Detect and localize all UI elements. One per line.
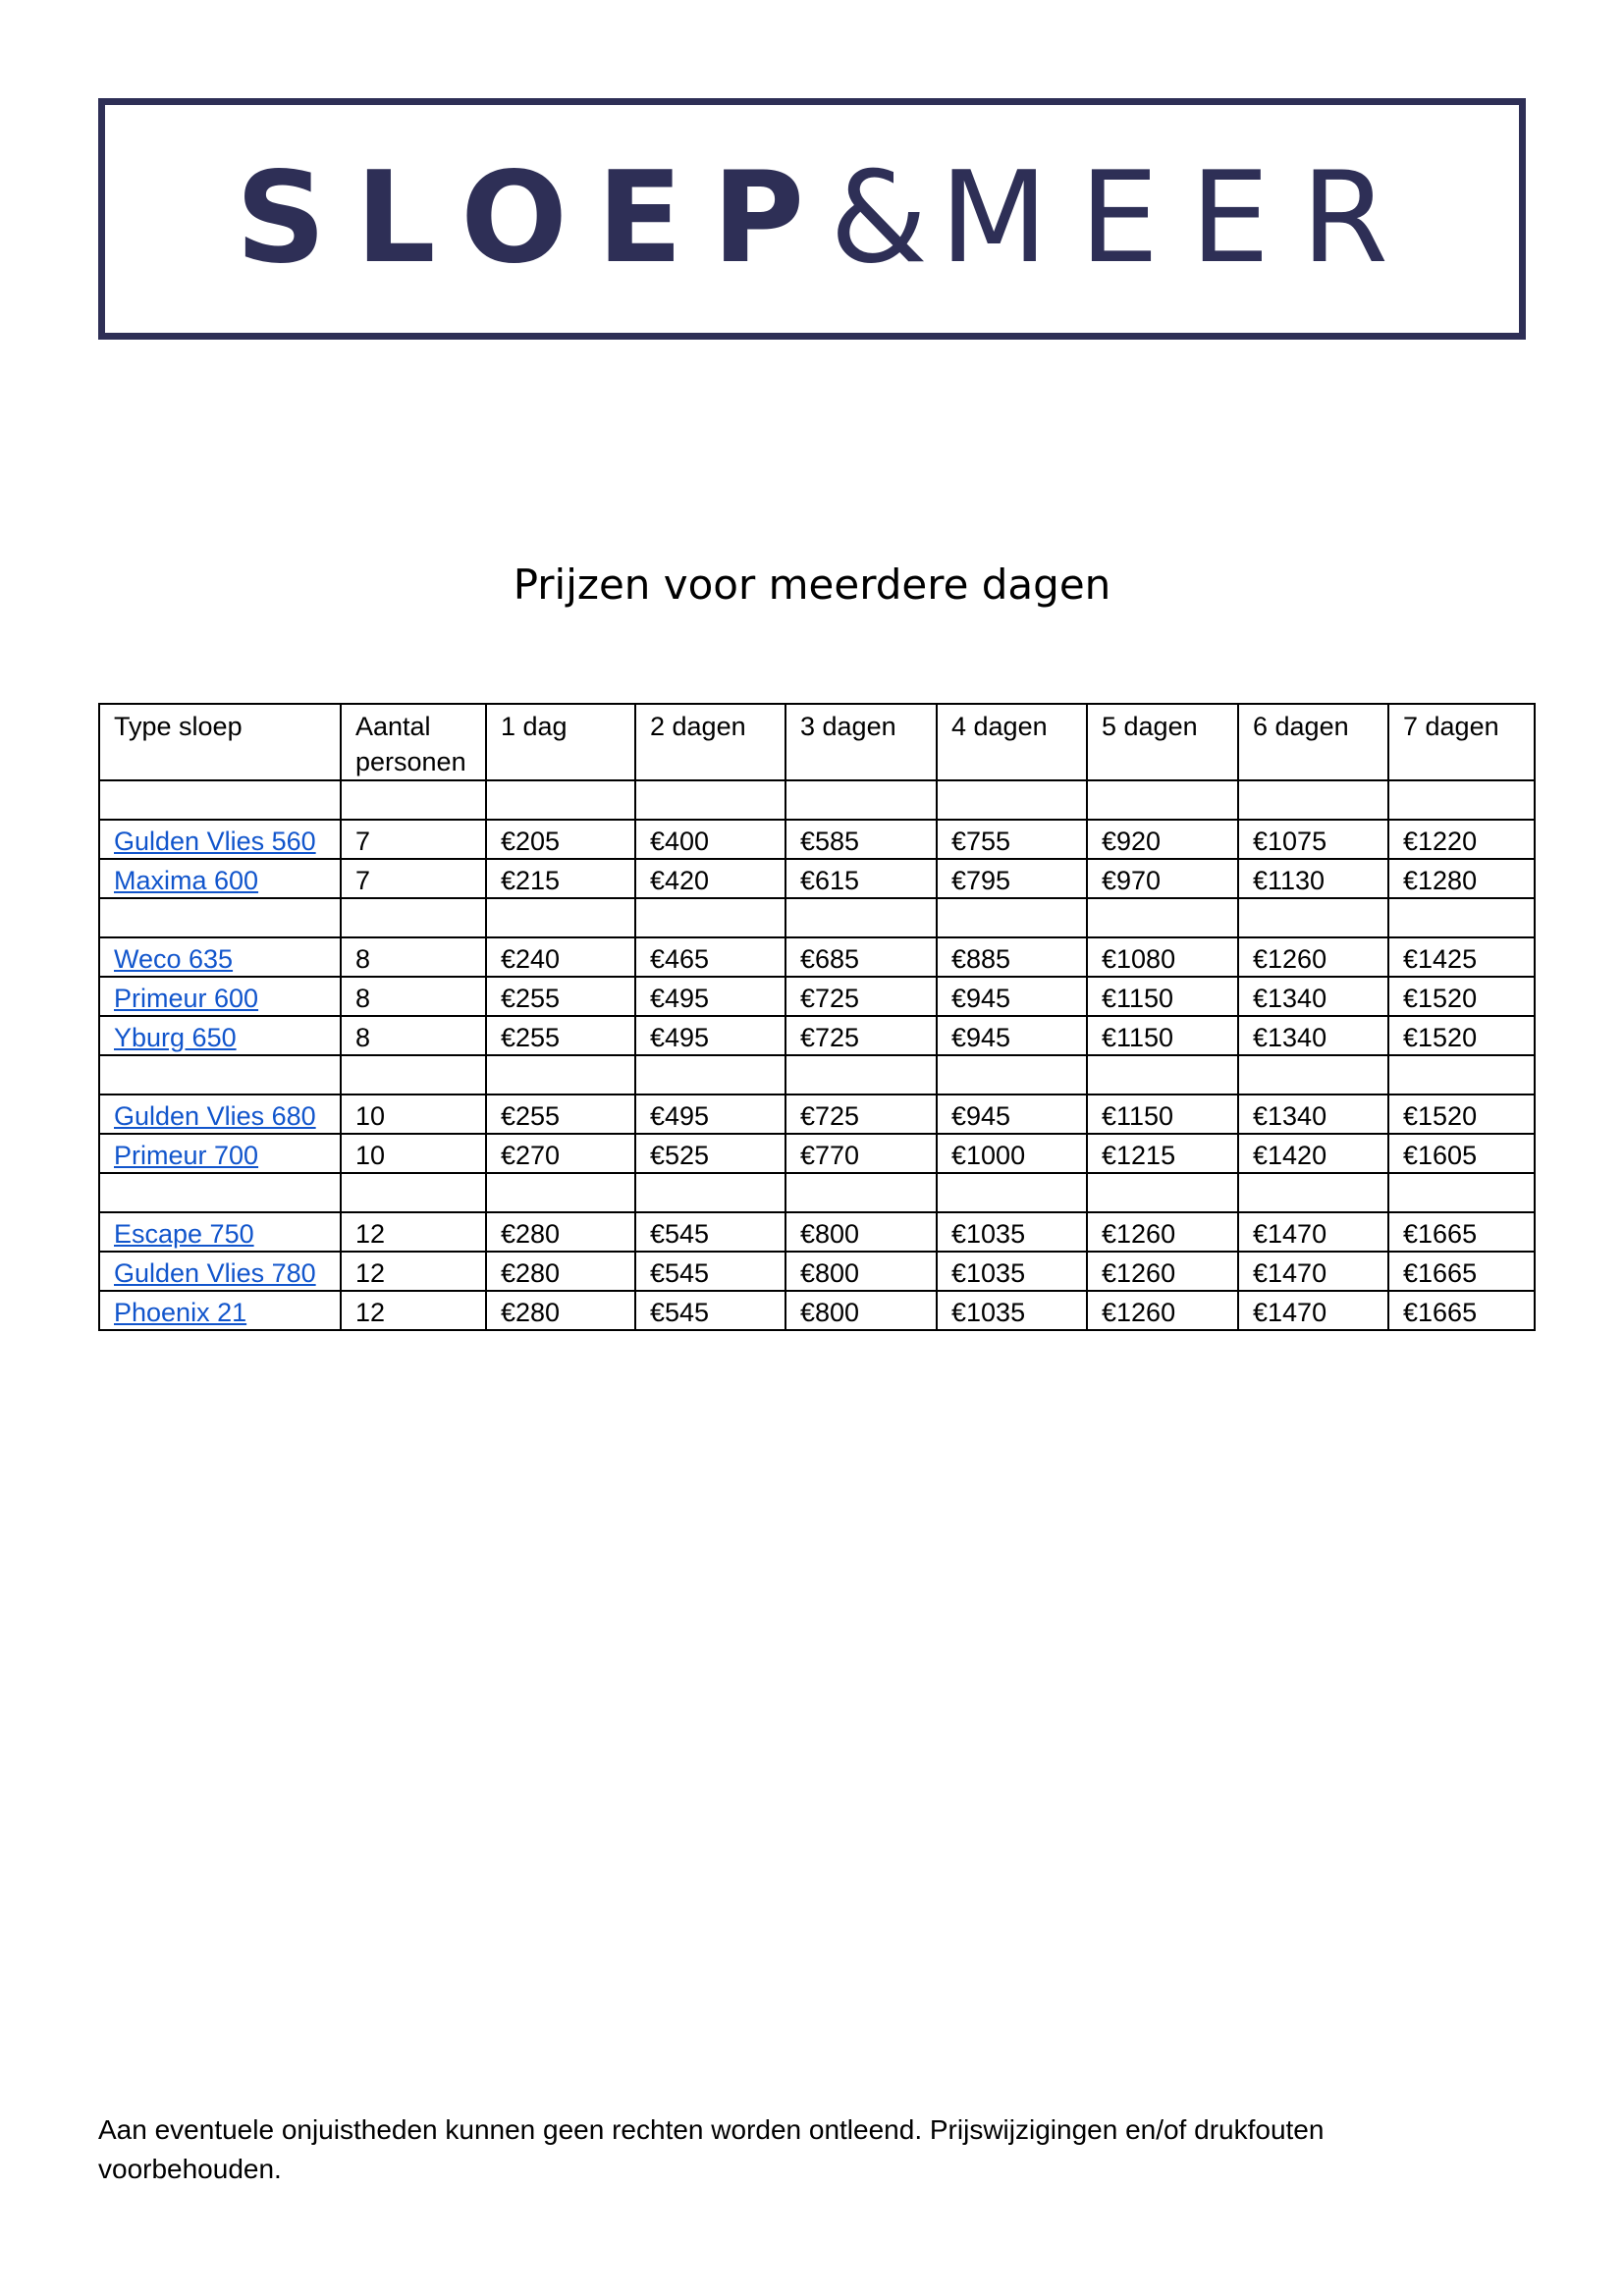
price-cell-1-day: €255 <box>486 1095 635 1134</box>
price-cell-1-day: €280 <box>486 1212 635 1252</box>
price-table <box>98 703 1536 1331</box>
empty-cell <box>635 1173 785 1212</box>
empty-cell <box>99 1055 341 1095</box>
boat-type-link[interactable]: Primeur 600 <box>114 984 259 1013</box>
empty-cell <box>785 898 937 937</box>
price-cell-3-day: €770 <box>785 1134 937 1173</box>
empty-cell <box>341 1173 486 1212</box>
empty-cell <box>937 898 1087 937</box>
persons-cell: 7 <box>341 820 486 859</box>
boat-type-cell <box>99 1252 341 1291</box>
boat-type-link[interactable]: Yburg 650 <box>114 1023 237 1052</box>
table-header-row <box>99 704 1535 780</box>
boat-type-cell <box>99 859 341 898</box>
boat-type-link[interactable]: Primeur 700 <box>114 1141 259 1170</box>
empty-cell <box>1087 780 1238 820</box>
empty-cell <box>1388 1173 1535 1212</box>
price-cell-6-day: €1470 <box>1238 1212 1388 1252</box>
price-cell-1-day: €240 <box>486 937 635 977</box>
empty-cell <box>341 1055 486 1095</box>
header-4-days: 4 dagen <box>937 704 1087 780</box>
boat-type-link[interactable]: Maxima 600 <box>114 866 259 895</box>
price-cell-6-day: €1260 <box>1238 937 1388 977</box>
price-cell-2-day: €495 <box>635 977 785 1016</box>
empty-cell <box>486 898 635 937</box>
empty-cell <box>937 1173 1087 1212</box>
price-cell-5-day: €1150 <box>1087 1095 1238 1134</box>
empty-cell <box>1087 1055 1238 1095</box>
price-cell-7-day: €1665 <box>1388 1252 1535 1291</box>
price-cell-6-day: €1340 <box>1238 977 1388 1016</box>
page-title: Prijzen voor meerdere dagen <box>513 561 1111 609</box>
empty-cell <box>635 898 785 937</box>
boat-type-link[interactable]: Escape 750 <box>114 1219 254 1249</box>
empty-cell <box>635 780 785 820</box>
price-cell-5-day: €1150 <box>1087 977 1238 1016</box>
empty-cell <box>99 780 341 820</box>
empty-cell <box>486 1173 635 1212</box>
boat-type-link[interactable]: Phoenix 21 <box>114 1298 247 1327</box>
price-cell-7-day: €1220 <box>1388 820 1535 859</box>
boat-type-cell <box>99 977 341 1016</box>
empty-cell <box>1238 780 1388 820</box>
table-row <box>99 1212 1535 1252</box>
boat-type-link[interactable]: Gulden Vlies 680 <box>114 1101 316 1131</box>
spacer-row <box>99 1173 1535 1212</box>
price-cell-2-day: €545 <box>635 1252 785 1291</box>
empty-cell <box>1388 780 1535 820</box>
header-7-days: 7 dagen <box>1388 704 1535 780</box>
price-cell-3-day: €800 <box>785 1252 937 1291</box>
empty-cell <box>486 780 635 820</box>
empty-cell <box>635 1055 785 1095</box>
persons-cell: 7 <box>341 859 486 898</box>
price-cell-3-day: €725 <box>785 1095 937 1134</box>
price-cell-1-day: €215 <box>486 859 635 898</box>
table-body <box>99 780 1535 1330</box>
price-cell-7-day: €1665 <box>1388 1291 1535 1330</box>
price-cell-7-day: €1665 <box>1388 1212 1535 1252</box>
boat-type-cell <box>99 1212 341 1252</box>
price-cell-5-day: €1260 <box>1087 1212 1238 1252</box>
table-row <box>99 859 1535 898</box>
price-cell-1-day: €255 <box>486 977 635 1016</box>
header-3-days: 3 dagen <box>785 704 937 780</box>
boat-type-cell <box>99 1016 341 1055</box>
empty-cell <box>785 780 937 820</box>
price-cell-1-day: €280 <box>486 1252 635 1291</box>
price-cell-4-day: €885 <box>937 937 1087 977</box>
price-cell-5-day: €1080 <box>1087 937 1238 977</box>
empty-cell <box>341 780 486 820</box>
price-cell-6-day: €1420 <box>1238 1134 1388 1173</box>
boat-type-cell <box>99 1291 341 1330</box>
logo-word-meer: MEER <box>939 145 1421 292</box>
price-cell-4-day: €1000 <box>937 1134 1087 1173</box>
price-cell-4-day: €1035 <box>937 1252 1087 1291</box>
price-cell-3-day: €800 <box>785 1291 937 1330</box>
table-row <box>99 1016 1535 1055</box>
persons-cell: 8 <box>341 1016 486 1055</box>
boat-type-cell <box>99 937 341 977</box>
price-cell-3-day: €685 <box>785 937 937 977</box>
price-cell-7-day: €1280 <box>1388 859 1535 898</box>
table-row <box>99 937 1535 977</box>
empty-cell <box>937 780 1087 820</box>
table-row <box>99 977 1535 1016</box>
empty-cell <box>785 1173 937 1212</box>
header-5-days: 5 dagen <box>1087 704 1238 780</box>
price-cell-6-day: €1075 <box>1238 820 1388 859</box>
table-row <box>99 1291 1535 1330</box>
price-cell-2-day: €545 <box>635 1212 785 1252</box>
price-cell-1-day: €270 <box>486 1134 635 1173</box>
price-cell-6-day: €1340 <box>1238 1016 1388 1055</box>
persons-cell: 8 <box>341 977 486 1016</box>
price-cell-7-day: €1605 <box>1388 1134 1535 1173</box>
price-cell-6-day: €1130 <box>1238 859 1388 898</box>
boat-type-cell <box>99 1134 341 1173</box>
price-cell-3-day: €615 <box>785 859 937 898</box>
price-cell-2-day: €465 <box>635 937 785 977</box>
price-cell-6-day: €1470 <box>1238 1252 1388 1291</box>
price-cell-5-day: €1150 <box>1087 1016 1238 1055</box>
price-cell-4-day: €795 <box>937 859 1087 898</box>
price-cell-4-day: €945 <box>937 1016 1087 1055</box>
price-cell-4-day: €945 <box>937 977 1087 1016</box>
header-type: Type sloep <box>99 704 341 780</box>
price-cell-6-day: €1340 <box>1238 1095 1388 1134</box>
persons-cell: 12 <box>341 1291 486 1330</box>
empty-cell <box>1238 1173 1388 1212</box>
price-cell-2-day: €525 <box>635 1134 785 1173</box>
price-cell-6-day: €1470 <box>1238 1291 1388 1330</box>
empty-cell <box>785 1055 937 1095</box>
logo-frame <box>98 98 1526 340</box>
price-cell-3-day: €585 <box>785 820 937 859</box>
logo-ampersand: & <box>830 145 928 292</box>
price-cell-3-day: €725 <box>785 1016 937 1055</box>
price-cell-5-day: €1260 <box>1087 1291 1238 1330</box>
price-cell-2-day: €495 <box>635 1016 785 1055</box>
empty-cell <box>1388 898 1535 937</box>
logo-word-sloep: SLOEP <box>235 145 835 292</box>
empty-cell <box>341 898 486 937</box>
header-6-days: 6 dagen <box>1238 704 1388 780</box>
price-cell-1-day: €280 <box>486 1291 635 1330</box>
empty-cell <box>486 1055 635 1095</box>
spacer-row <box>99 1055 1535 1095</box>
empty-cell <box>1238 898 1388 937</box>
price-cell-4-day: €1035 <box>937 1291 1087 1330</box>
persons-cell: 12 <box>341 1252 486 1291</box>
boat-type-cell <box>99 1095 341 1134</box>
empty-cell <box>99 898 341 937</box>
boat-type-link[interactable]: Gulden Vlies 560 <box>114 827 316 856</box>
price-cell-2-day: €495 <box>635 1095 785 1134</box>
empty-cell <box>1238 1055 1388 1095</box>
logo <box>235 145 1421 292</box>
table-row <box>99 1095 1535 1134</box>
price-cell-7-day: €1520 <box>1388 1095 1535 1134</box>
persons-cell: 10 <box>341 1095 486 1134</box>
price-cell-2-day: €420 <box>635 859 785 898</box>
empty-cell <box>1087 898 1238 937</box>
header-persons: Aantal personen <box>341 704 486 780</box>
empty-cell <box>937 1055 1087 1095</box>
price-cell-7-day: €1425 <box>1388 937 1535 977</box>
price-cell-5-day: €970 <box>1087 859 1238 898</box>
empty-cell <box>1087 1173 1238 1212</box>
spacer-row <box>99 898 1535 937</box>
price-cell-4-day: €1035 <box>937 1212 1087 1252</box>
price-cell-3-day: €800 <box>785 1212 937 1252</box>
header-2-days: 2 dagen <box>635 704 785 780</box>
persons-cell: 8 <box>341 937 486 977</box>
empty-cell <box>1388 1055 1535 1095</box>
boat-type-link[interactable]: Gulden Vlies 780 <box>114 1258 316 1288</box>
price-cell-5-day: €920 <box>1087 820 1238 859</box>
table-row <box>99 1252 1535 1291</box>
price-cell-5-day: €1260 <box>1087 1252 1238 1291</box>
price-cell-4-day: €945 <box>937 1095 1087 1134</box>
price-cell-2-day: €545 <box>635 1291 785 1330</box>
price-cell-7-day: €1520 <box>1388 1016 1535 1055</box>
price-cell-1-day: €205 <box>486 820 635 859</box>
header-1-day: 1 dag <box>486 704 635 780</box>
table-row <box>99 1134 1535 1173</box>
price-cell-5-day: €1215 <box>1087 1134 1238 1173</box>
boat-type-link[interactable]: Weco 635 <box>114 944 234 974</box>
price-cell-4-day: €755 <box>937 820 1087 859</box>
price-cell-1-day: €255 <box>486 1016 635 1055</box>
price-cell-7-day: €1520 <box>1388 977 1535 1016</box>
price-cell-3-day: €725 <box>785 977 937 1016</box>
disclaimer: Aan eventuele onjuistheden kunnen geen rechten worden ontleend. Prijswijzigingen en/of drukfouten voorbehouden. <box>98 2114 1325 2184</box>
boat-type-cell <box>99 820 341 859</box>
spacer-row <box>99 780 1535 820</box>
persons-cell: 12 <box>341 1212 486 1252</box>
empty-cell <box>99 1173 341 1212</box>
price-cell-2-day: €400 <box>635 820 785 859</box>
table-row <box>99 820 1535 859</box>
persons-cell: 10 <box>341 1134 486 1173</box>
